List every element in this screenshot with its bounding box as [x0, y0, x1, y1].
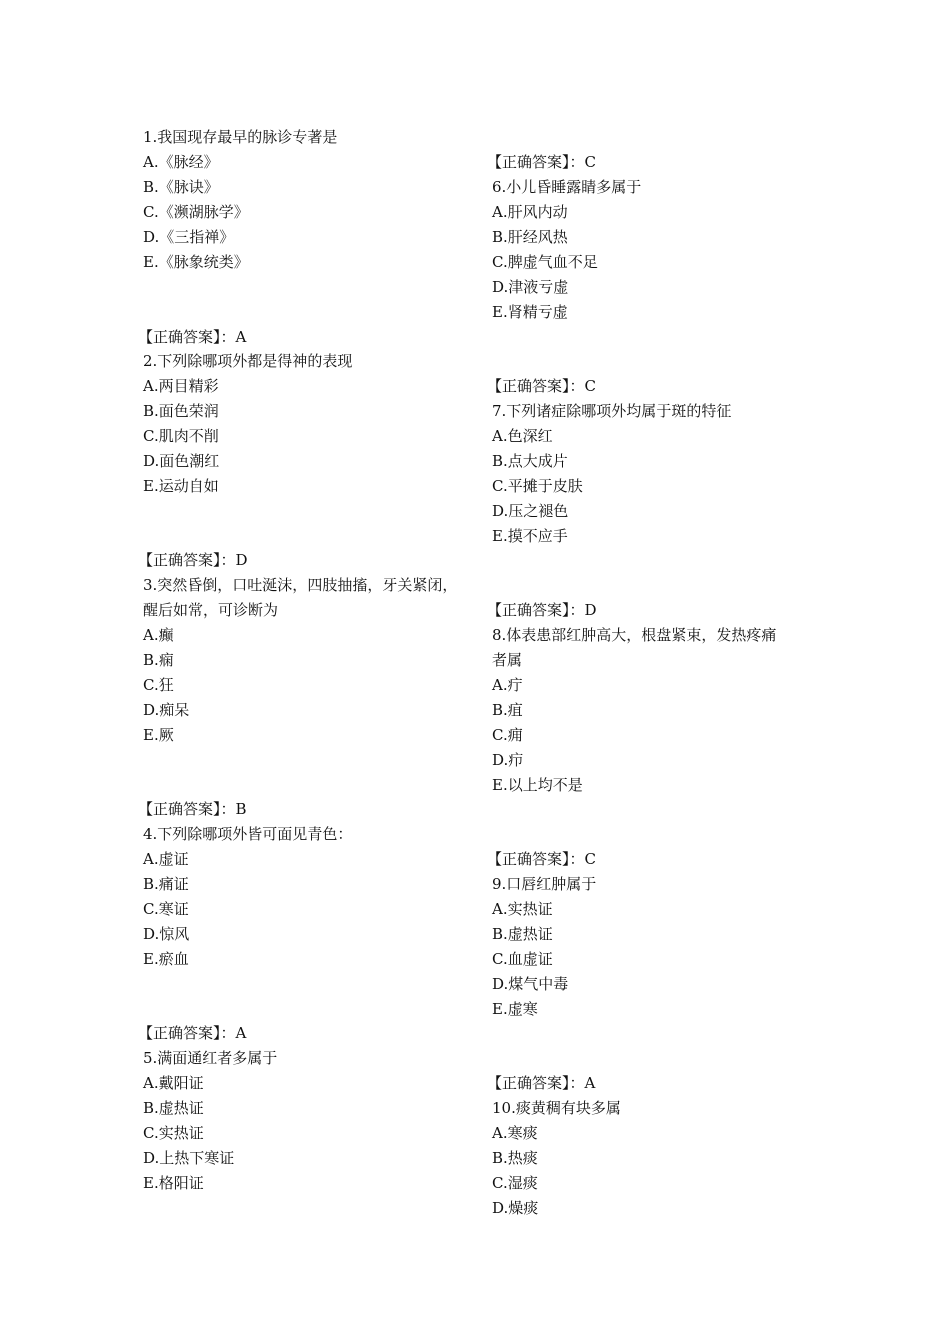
answer-option: A.戴阳证	[143, 1074, 204, 1092]
question-text: 5.满面通红者多属于	[143, 1049, 278, 1067]
answer-option: A.疔	[492, 676, 523, 694]
answer-option: C.实热证	[143, 1124, 204, 1142]
answer-option: B.虚热证	[143, 1099, 204, 1117]
correct-answer: 【正确答案】：C	[487, 377, 596, 395]
answer-option: A.肝风内动	[492, 203, 568, 221]
answer-option: B.痫	[143, 651, 174, 669]
correct-answer: 【正确答案】：C	[487, 850, 596, 868]
question-text: 9.口唇红肿属于	[492, 875, 597, 893]
question-text: 3.突然昏倒，口吐涎沫，四肢抽搐，牙关紧闭，	[143, 576, 458, 594]
correct-answer: 【正确答案】：A	[138, 328, 247, 346]
answer-option: B.痛证	[143, 875, 189, 893]
answer-option: B.热痰	[492, 1149, 538, 1167]
answer-option: C.湿痰	[492, 1174, 538, 1192]
answer-option: A.实热证	[492, 900, 553, 918]
question-text: 8.体表患部红肿高大，根盘紧束，发热疼痛	[492, 626, 777, 644]
answer-option: B.疽	[492, 701, 523, 719]
answer-option: B.虚热证	[492, 925, 553, 943]
answer-option: A.色深红	[492, 427, 553, 445]
answer-option: A.《脉经》	[143, 153, 219, 171]
answer-option: D.燥痰	[492, 1199, 539, 1217]
correct-answer: 【正确答案】：B	[138, 800, 247, 818]
answer-option: E.格阳证	[143, 1174, 204, 1192]
answer-option: A.癫	[143, 626, 174, 644]
question-text: 2.下列除哪项外都是得神的表现	[143, 352, 353, 370]
answer-option: E.《脉象统类》	[143, 253, 249, 271]
answer-option: A.虚证	[143, 850, 189, 868]
answer-option: D.上热下寒证	[143, 1149, 235, 1167]
question-text: 10.痰黄稠有块多属	[492, 1099, 621, 1117]
correct-answer: 【正确答案】：D	[487, 601, 597, 619]
answer-option: C.狂	[143, 676, 174, 694]
answer-option: D.压之褪色	[492, 502, 569, 520]
answer-option: D.煤气中毒	[492, 975, 569, 993]
answer-option: A.两目精彩	[143, 377, 219, 395]
correct-answer: 【正确答案】：C	[487, 153, 596, 171]
correct-answer: 【正确答案】：A	[138, 1024, 247, 1042]
answer-option: D.疖	[492, 751, 524, 769]
answer-option: D.痴呆	[143, 701, 190, 719]
answer-option: D.惊风	[143, 925, 190, 943]
answer-option: A.寒痰	[492, 1124, 538, 1142]
answer-option: C.血虚证	[492, 950, 553, 968]
answer-option: B.面色荣润	[143, 402, 219, 420]
question-text: 7.下列诸症除哪项外均属于斑的特征	[492, 402, 732, 420]
answer-option: E.瘀血	[143, 950, 189, 968]
answer-option: D.面色潮红	[143, 452, 220, 470]
question-text: 1.我国现存最早的脉诊专著是	[143, 128, 338, 146]
correct-answer: 【正确答案】：D	[138, 551, 248, 569]
question-text: 醒后如常，可诊断为	[143, 601, 279, 619]
answer-option: C.脾虚气血不足	[492, 253, 598, 271]
answer-option: B.点大成片	[492, 452, 568, 470]
answer-option: E.虚寒	[492, 1000, 538, 1018]
question-text: 6.小儿昏睡露睛多属于	[492, 178, 642, 196]
question-text: 者属	[492, 651, 523, 669]
answer-option: D.津液亏虚	[492, 278, 569, 296]
answer-option: E.以上均不是	[492, 776, 583, 794]
answer-option: C.痈	[492, 726, 523, 744]
answer-option: C.寒证	[143, 900, 189, 918]
answer-option: C.《濒湖脉学》	[143, 203, 249, 221]
answer-option: B.《脉诀》	[143, 178, 219, 196]
answer-option: B.肝经风热	[492, 228, 568, 246]
answer-option: E.运动自如	[143, 477, 219, 495]
answer-option: E.肾精亏虚	[492, 303, 568, 321]
answer-option: E.厥	[143, 726, 174, 744]
answer-option: C.肌肉不削	[143, 427, 219, 445]
question-text: 4.下列除哪项外皆可面见青色：	[143, 825, 353, 843]
answer-option: E.摸不应手	[492, 527, 568, 545]
answer-option: C.平摊于皮肤	[492, 477, 583, 495]
answer-option: D.《三指禅》	[143, 228, 235, 246]
correct-answer: 【正确答案】：A	[487, 1074, 596, 1092]
